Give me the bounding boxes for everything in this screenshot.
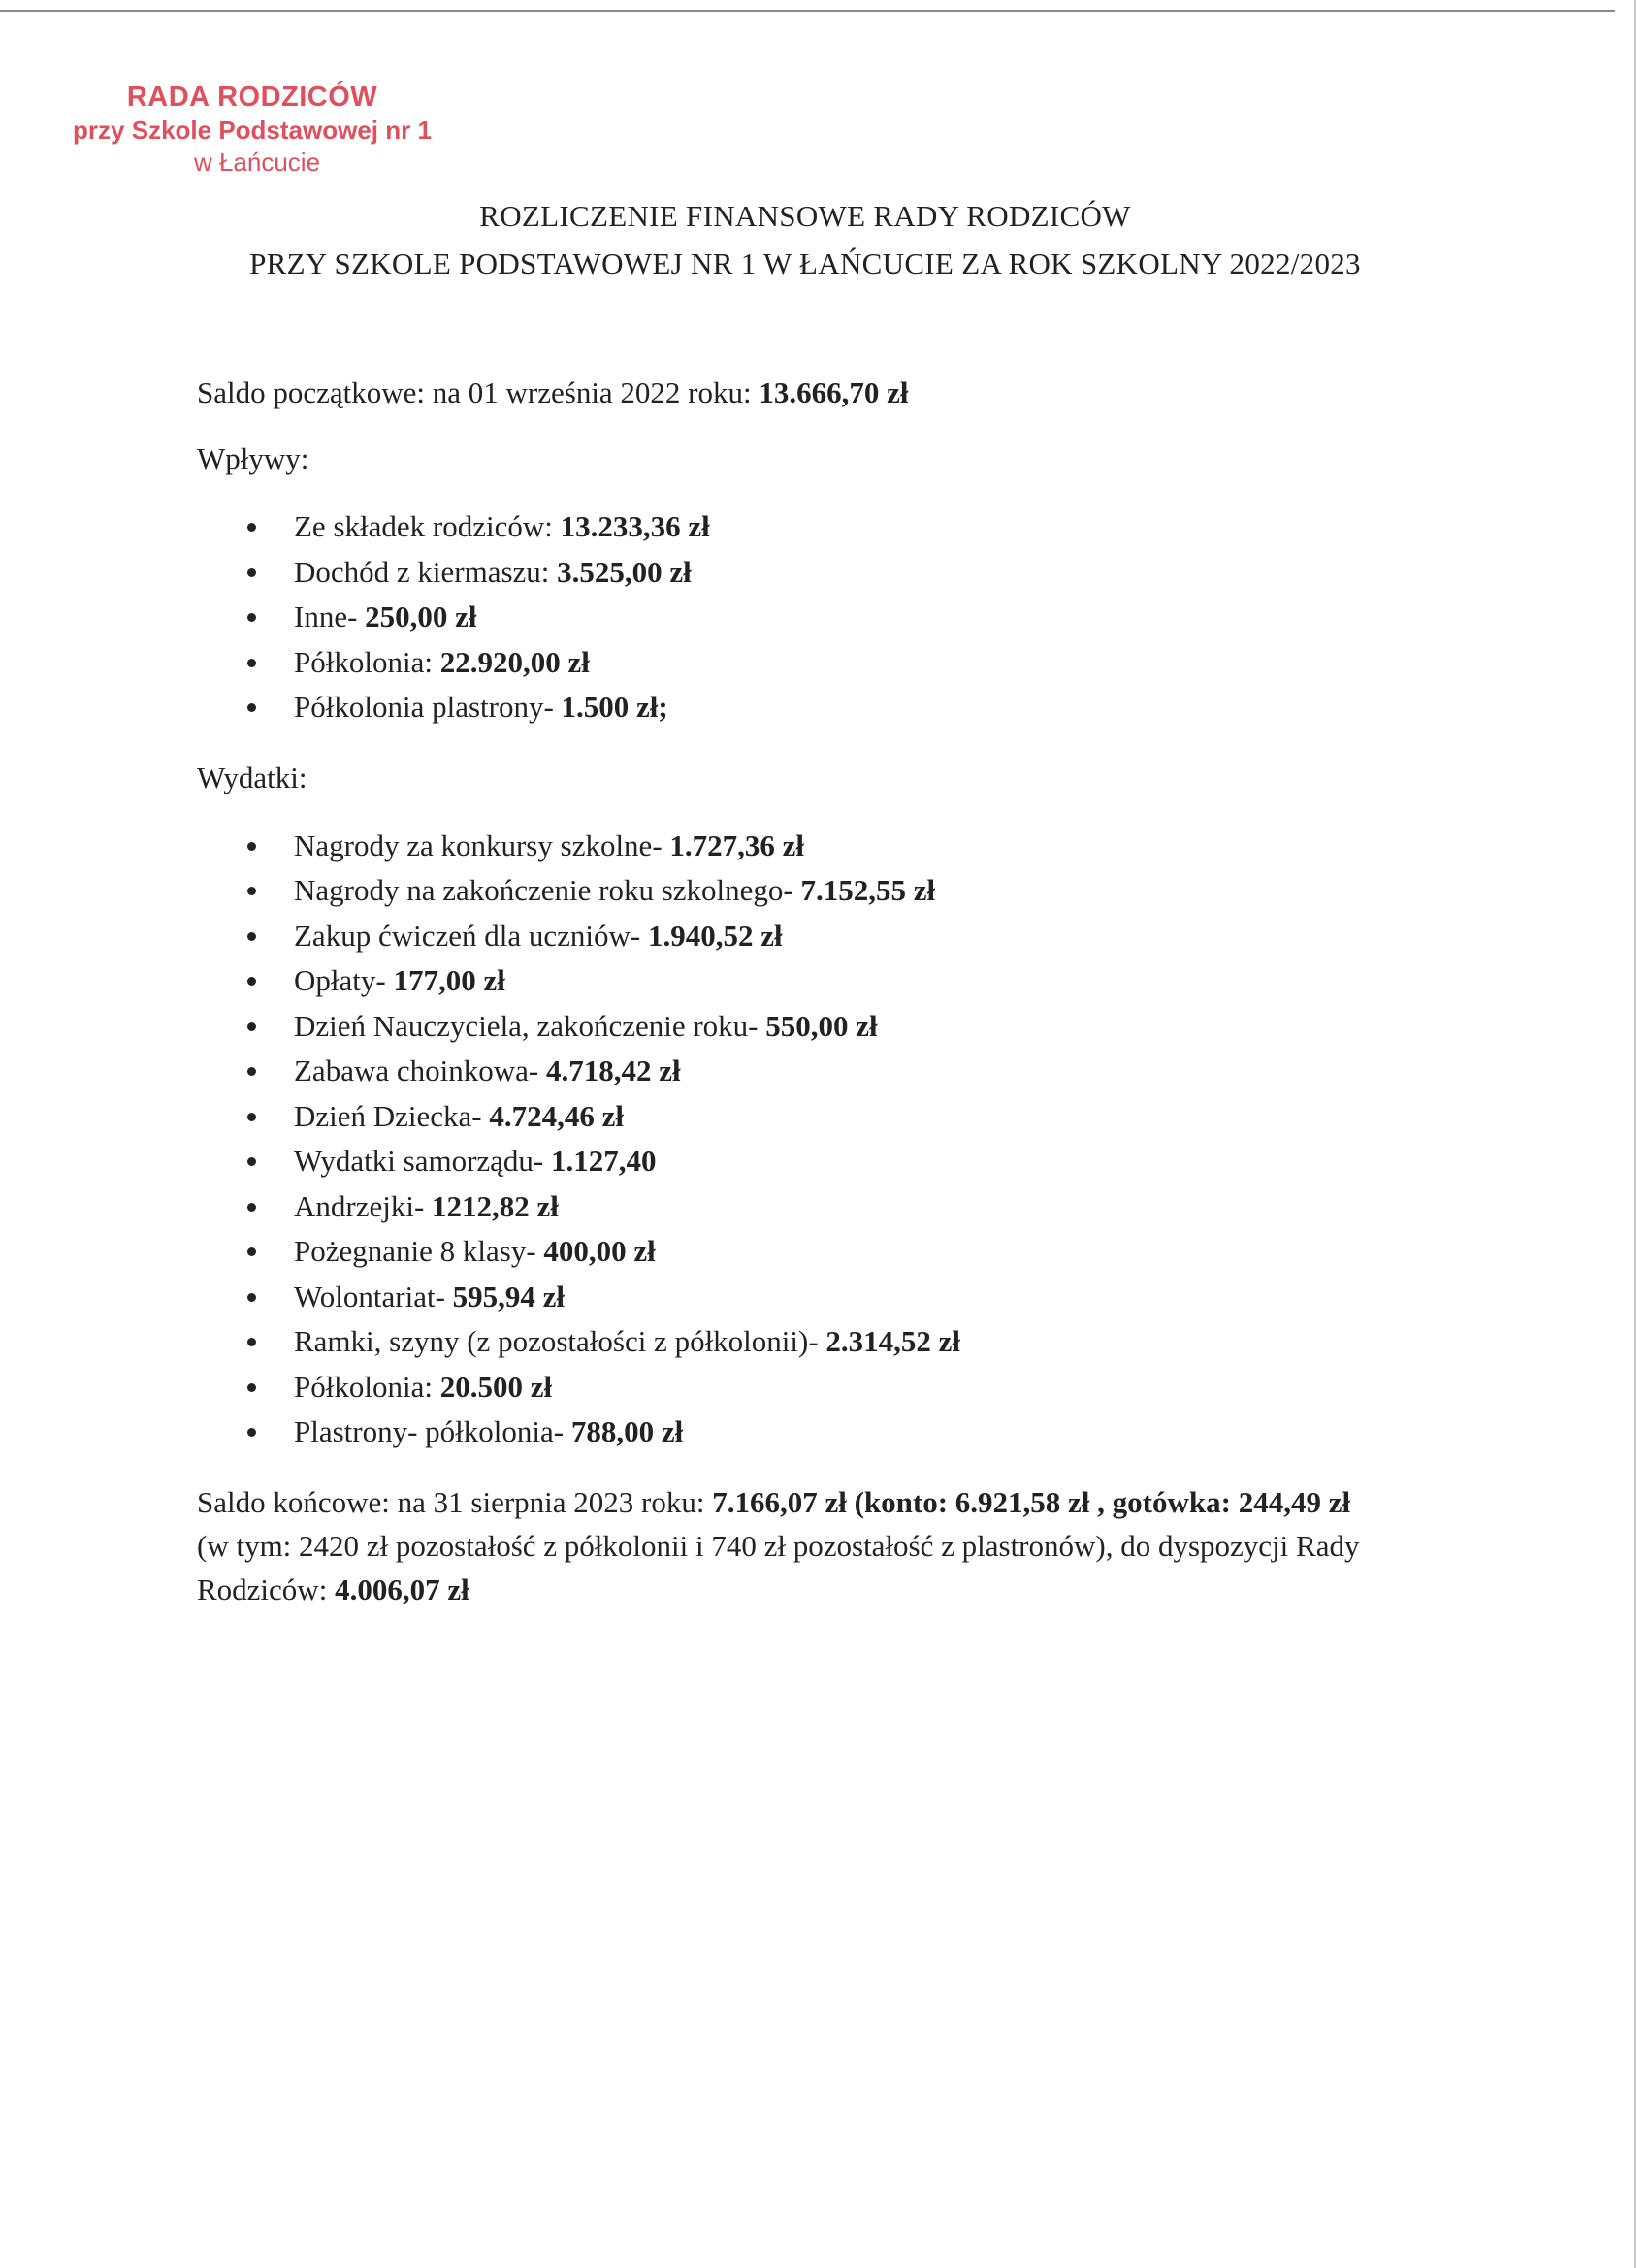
expense-item [197, 958, 1400, 1004]
expense-item-amount: 4.718,42 zł [545, 1053, 681, 1087]
closing-balance-total: 7.166,07 zł (konto: 6.921,58 zł , gotówka: 244,49 zł [712, 1484, 1351, 1519]
expense-item [197, 914, 1400, 959]
expense-item-label: Zakup ćwiczeń dla uczniów- [294, 918, 648, 953]
income-item [197, 640, 1400, 686]
title-line-2: PRZY SZKOLE PODSTAWOWEJ NR 1 W ŁAŃCUCIE ZA ROK SZKOLNY 2022/2023 [249, 246, 1361, 280]
income-item [197, 685, 1400, 730]
stamp-line-1: RADA RODZICÓW [126, 81, 378, 113]
expense-item [197, 1004, 1400, 1050]
income-item-amount: 3.525,00 zł [557, 554, 692, 589]
expense-item [197, 1275, 1400, 1320]
expense-item [197, 1184, 1400, 1230]
expense-item-amount: 1.940,52 zł [647, 918, 783, 953]
closing-balance [197, 1480, 1380, 1611]
income-heading: Wpływy: [197, 441, 309, 475]
opening-balance-amount: 13.666,70 zł [759, 375, 909, 409]
expense-item [197, 1139, 1400, 1184]
income-item [197, 595, 1400, 640]
expense-item [197, 1365, 1400, 1410]
income-item-label: Inne- [294, 599, 366, 633]
income-list [197, 504, 1400, 730]
expense-item [197, 824, 1400, 869]
expense-list [197, 824, 1400, 1455]
document-body [197, 371, 1400, 1611]
expense-item-label: Plastrony- półkolonia- [294, 1414, 571, 1448]
stamp-line-3: w Łańcucie [193, 146, 321, 177]
expense-item-label: Zabawa choinkowa- [294, 1053, 546, 1087]
income-item-amount: 1.500 zł; [561, 690, 668, 724]
document-title [0, 192, 1610, 287]
expense-item [197, 1319, 1400, 1365]
closing-balance-available: 4.006,07 zł [335, 1571, 469, 1606]
income-item-amount: 22.920,00 zł [439, 644, 590, 679]
expense-item-amount: 4.724,46 zł [489, 1098, 625, 1133]
expense-item-label: Pożegnanie 8 klasy- [294, 1234, 544, 1268]
expense-item-amount: 400,00 zł [543, 1234, 656, 1268]
stamp-line-2: przy Szkole Podstawowej nr 1 [73, 115, 432, 146]
parents-council-stamp [58, 80, 446, 178]
expense-item-amount: 1212,82 zł [432, 1188, 559, 1223]
expense-item-amount: 550,00 zł [765, 1008, 878, 1043]
income-item-label: Dochód z kiermaszu: [294, 554, 558, 589]
scan-edge-top [0, 10, 1615, 12]
income-item-label: Półkolonia: [294, 644, 440, 679]
expense-item-label: Andrzejki- [294, 1188, 433, 1223]
expense-item-amount: 1.727,36 zł [669, 827, 805, 862]
income-item-label: Ze składek rodziców: [294, 509, 561, 543]
expense-item-amount: 595,94 zł [452, 1279, 566, 1313]
expense-item-label: Dzień Nauczyciela, zakończenie roku- [294, 1008, 766, 1043]
expense-item-label: Wolontariat- [294, 1279, 453, 1313]
expense-item-amount: 7.152,55 zł [800, 873, 936, 907]
expense-item-amount: 20.500 zł [439, 1369, 553, 1404]
expense-item-label: Opłaty- [294, 963, 394, 997]
expense-item [197, 868, 1400, 914]
expense-item-label: Nagrody za konkursy szkolne- [294, 827, 670, 862]
expense-item [197, 1409, 1400, 1455]
scan-edge-right [1634, 0, 1636, 2268]
expense-item-label: Półkolonia: [294, 1369, 440, 1404]
expense-item-label: Wydatki samorządu- [294, 1144, 551, 1178]
income-item-amount: 250,00 zł [365, 599, 477, 633]
expense-item-label: Dzień Dziecka- [294, 1098, 490, 1133]
income-item [197, 550, 1400, 596]
opening-balance-label: Saldo początkowe: na 01 września 2022 roku: [197, 375, 760, 409]
expense-item-amount: 2.314,52 zł [825, 1324, 961, 1358]
closing-balance-label: Saldo końcowe: na 31 sierpnia 2023 roku: [197, 1484, 713, 1519]
income-item [197, 504, 1400, 550]
expense-item-label: Nagrody na zakończenie roku szkolnego- [294, 873, 801, 907]
expense-item-amount: 177,00 zł [393, 963, 505, 997]
income-item-label: Półkolonia plastrony- [294, 690, 562, 724]
expense-item [197, 1229, 1400, 1275]
closing-balance-note: (w tym: 2420 zł pozostałość z półkolonii i 740 zł pozostałość z plastronów), do dyspozycji Rady Rodziców: [197, 1528, 1360, 1606]
title-line-1: ROZLICZENIE FINANSOWE RADY RODZICÓW [479, 199, 1131, 233]
expense-item [197, 1049, 1400, 1094]
expense-item-amount: 788,00 zł [570, 1414, 684, 1448]
expense-item [197, 1094, 1400, 1140]
expenses-heading: Wydatki: [197, 760, 307, 794]
expense-item-amount: 1.127,40 [550, 1144, 657, 1178]
income-item-amount: 13.233,36 zł [560, 509, 710, 543]
opening-balance [197, 371, 1400, 415]
expense-item-label: Ramki, szyny (z pozostałości z półkolonii)- [294, 1324, 826, 1358]
